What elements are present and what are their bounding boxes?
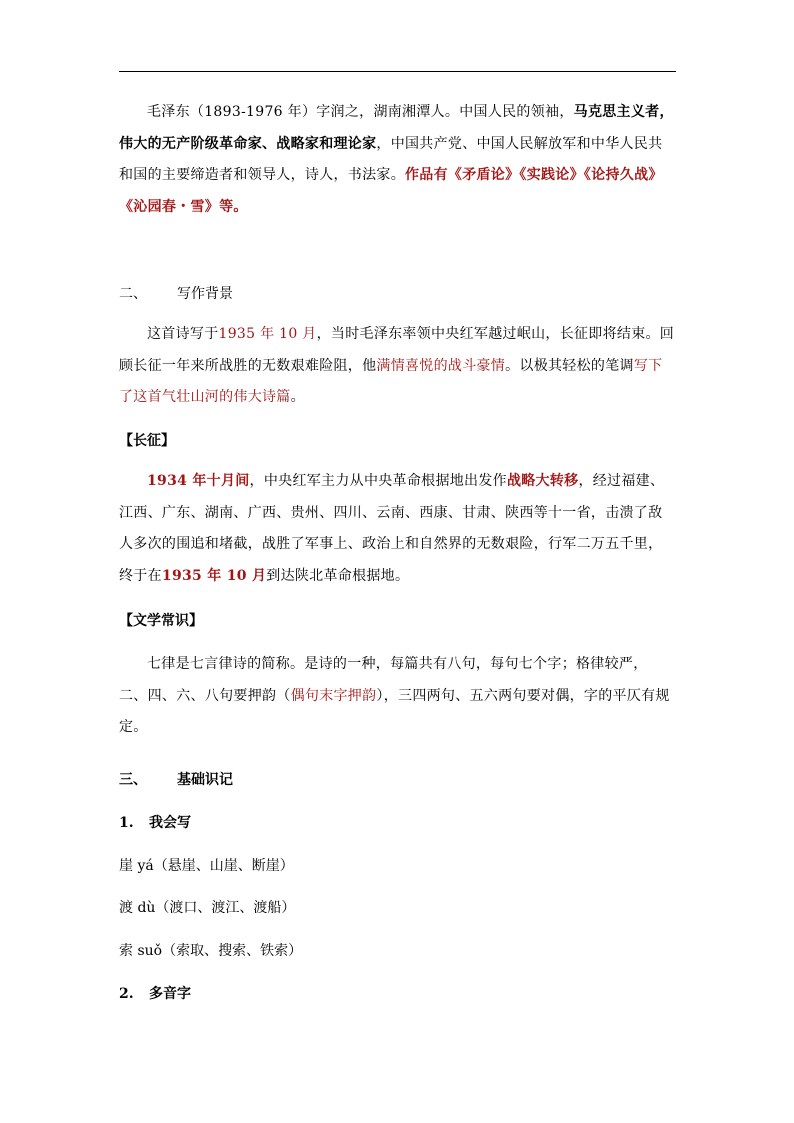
wenxue-text-2: ），三四两句、五六两句要对偶，字的平仄有规定。 [119, 687, 670, 735]
section-2-title: 写作背景 [177, 286, 233, 302]
background-date-highlight: 1935 年 10 月 [218, 326, 317, 342]
background-poem-highlight: 写下了这首气壮山河的伟大诗篇 [119, 357, 663, 405]
subsection-2-heading [119, 984, 191, 1004]
subsection-1-heading [119, 813, 191, 833]
word-item: 崖 yá（悬崖、山崖、断崖） [119, 858, 294, 874]
intro-paragraph [119, 97, 676, 223]
word-item: 渡 dù（渡口、渡江、渡船） [119, 900, 296, 916]
section-3-number: 三、 [119, 772, 147, 788]
background-text-2: ，当时毛泽东率领中央红军越过岷山，长征即将结束。回顾长征一年来所战胜的无数艰难险阻，他 [119, 326, 675, 374]
subsection-2-title: 多音字 [149, 986, 191, 1002]
intro-text-2: ，中国共产党、中国人民解放军和中华人民共和国的主要缔造者和领导人，诗人，书法家。 [119, 135, 663, 183]
wenxue-text-1: 七律是七言律诗的简称。是诗的一种，每篇共有八句，每句七个字；格律较严，二、四、六、八句要押韵（ [119, 656, 648, 704]
changzheng-arrival-highlight: 1935 年 10 月 [161, 567, 267, 584]
subsection-2-number: 2. [119, 986, 134, 1002]
background-text-1: 这首诗写于 [147, 326, 219, 342]
section-2-heading [119, 284, 233, 304]
subsection-1-title: 我会写 [149, 815, 191, 831]
changzheng-date-highlight: 1934 年十月间 [147, 473, 250, 489]
intro-works-highlight: 作品有《矛盾论》《实践论》《论持久战》《沁园春・雪》等。 [119, 167, 663, 215]
subsection-1-number: 1. [119, 815, 134, 831]
header-rule [119, 71, 676, 72]
wenxue-rhyme-highlight: 偶句末字押韵 [290, 687, 377, 704]
background-mood-highlight: 满情喜悦的战斗豪情 [376, 357, 506, 374]
changzheng-text-1: ，中央红军主力从中央革命根据地出发作 [249, 473, 507, 489]
background-text-3: 。以极其轻松的笔调 [505, 357, 634, 374]
changzheng-heading: 【长征】 [119, 433, 175, 449]
changzheng-strategy-highlight: 战略大转移 [506, 473, 579, 489]
section-3-title: 基础识记 [177, 772, 233, 788]
wenxue-paragraph [119, 649, 676, 744]
section-3-heading [119, 770, 233, 790]
wenxue-heading: 【文学常识】 [119, 613, 203, 629]
changzheng-paragraph [119, 466, 676, 592]
background-paragraph [119, 319, 676, 414]
changzheng-text-2: ，经过福建、江西、广东、湖南、广西、贵州、四川、云南、西康、甘肃、陕西等十一省，击溃了敌人多次的围追和堵截，战胜了军事上、政治上和自然界的无数艰险，行军二万五千里，终于在 [119, 473, 665, 584]
background-text-4: 。 [290, 389, 305, 405]
word-item: 索 suǒ（索取、搜索、铁索） [119, 943, 303, 959]
section-2-number: 二、 [119, 286, 147, 302]
changzheng-text-3: 到达陕北革命根据地。 [266, 567, 410, 584]
intro-text-1: 毛泽东（1893-1976 年）字润之，湖南湘潭人。中国人民的领袖， [147, 104, 574, 120]
intro-text-bold: 马克思主义者，伟大的无产阶级革命家、战略家和理论家 [119, 104, 674, 152]
